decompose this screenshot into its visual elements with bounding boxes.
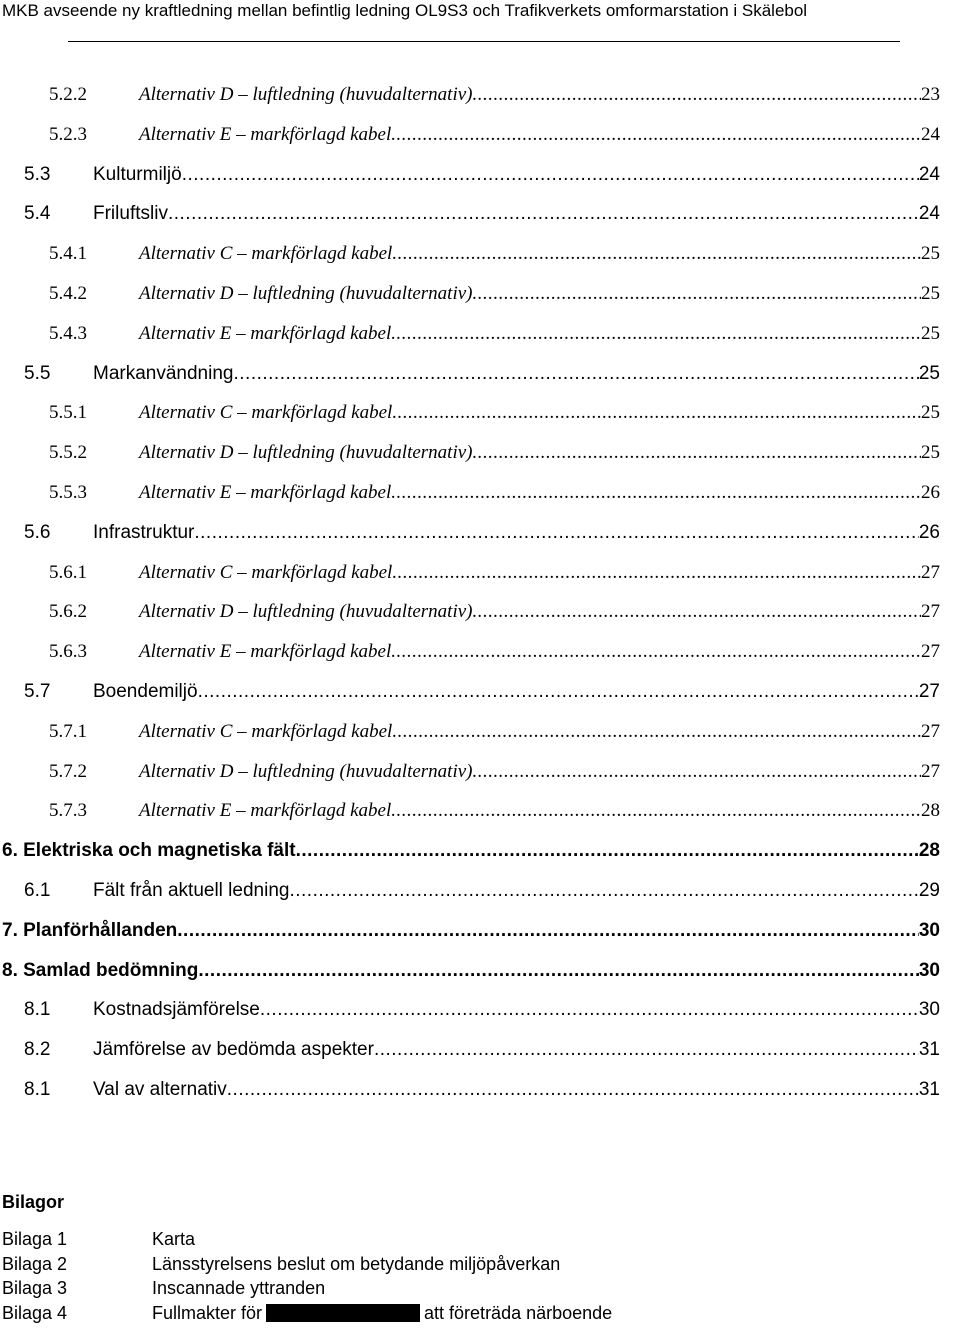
- toc-entry-page: 27: [921, 760, 940, 782]
- toc-entry[interactable]: [0, 322, 960, 346]
- toc-entry-title: 6. Elektriska och magnetiska fält: [2, 840, 296, 862]
- toc-entry-title: Kulturmiljö: [93, 163, 182, 185]
- bilaga-item: [0, 1253, 960, 1277]
- bilaga-item: [0, 1302, 960, 1326]
- toc-entry-title: Alternativ D – luftledning (huvudalternativ): [139, 283, 473, 304]
- bilaga-item: [0, 1277, 960, 1301]
- toc-entry-page: 24: [918, 163, 940, 185]
- toc-entry-title: Boendemiljö: [93, 681, 198, 702]
- toc-entry-page: 27: [921, 720, 940, 742]
- toc-dot-leader: [198, 959, 918, 983]
- toc-entry[interactable]: [0, 521, 960, 545]
- toc-dot-leader: [473, 441, 922, 465]
- bilaga-description: Fullmakter för: [152, 1302, 263, 1323]
- toc-entry-number: 5.5.3: [49, 482, 87, 503]
- toc-entry[interactable]: [0, 123, 960, 147]
- toc-entry[interactable]: [0, 282, 960, 306]
- toc-entry[interactable]: [0, 998, 960, 1022]
- toc-dot-leader: [296, 839, 919, 863]
- toc-entry[interactable]: [0, 1038, 960, 1062]
- toc-entry-page: 30: [918, 959, 940, 981]
- toc-entry[interactable]: [0, 561, 960, 585]
- toc-entry-number: 5.2.3: [49, 123, 87, 145]
- toc-entry-number: 5.6.2: [49, 601, 87, 623]
- toc-entry[interactable]: [0, 720, 960, 744]
- toc-dot-leader: [392, 401, 921, 425]
- toc-entry-title: Fält från aktuell ledning: [93, 880, 290, 901]
- toc-entry[interactable]: [0, 1078, 960, 1102]
- toc-entry-page: 25: [921, 283, 940, 304]
- bilaga-text: [152, 1228, 195, 1250]
- toc-entry-title: Alternativ E – markförlagd kabel: [139, 482, 392, 503]
- toc-entry-page: 30: [918, 999, 940, 1021]
- toc-entry-title: Alternativ C – markförlagd kabel: [139, 561, 393, 583]
- toc-entry-number: 5.4.1: [49, 243, 87, 265]
- toc-entry-page: 25: [921, 243, 940, 265]
- toc-entry[interactable]: [0, 600, 960, 624]
- toc-entry-number: 5.5: [24, 362, 51, 384]
- toc-entry-title: Alternativ E – markförlagd kabel: [139, 123, 392, 145]
- toc-dot-leader: [177, 919, 919, 943]
- document-header: MKB avseende ny kraftledning mellan befintlig ledning OL9S3 och Trafikverkets omformarstation i Skälebol: [2, 1, 808, 20]
- toc-dot-leader: [233, 362, 918, 386]
- bilaga-description: Karta: [152, 1229, 196, 1249]
- toc-dot-leader: [473, 83, 922, 107]
- toc-entry-title: Alternativ D – luftledning (huvudalternativ): [139, 84, 473, 105]
- toc-entry-title: Val av alternativ: [93, 1079, 227, 1100]
- toc-dot-leader: [194, 521, 918, 545]
- toc-entry[interactable]: [0, 760, 960, 784]
- toc-entry[interactable]: [0, 680, 960, 704]
- bilaga-number: Bilaga 3: [2, 1278, 68, 1298]
- toc-entry[interactable]: [0, 401, 960, 425]
- toc-dot-leader: [227, 1078, 919, 1102]
- toc-dot-leader: [473, 600, 922, 624]
- toc-entry-page: 29: [918, 880, 940, 901]
- toc-entry-title: Alternativ E – markförlagd kabel: [139, 800, 392, 822]
- toc-dot-leader: [198, 680, 919, 704]
- toc-entry-title: Alternativ C – markförlagd kabel: [139, 720, 393, 742]
- toc-entry-number: 5.7.2: [49, 760, 87, 782]
- bilaga-description-continued: att företräda närboende: [424, 1302, 613, 1323]
- toc-dot-leader: [260, 998, 919, 1022]
- toc-entry-title: Alternativ C – markförlagd kabel: [139, 402, 393, 424]
- toc-entry-page: 31: [918, 1039, 940, 1061]
- toc-dot-leader: [473, 760, 922, 784]
- toc-dot-leader: [391, 322, 921, 346]
- toc-entry-number: 5.7.3: [49, 800, 87, 822]
- toc-entry-number: 8.1: [24, 1079, 51, 1100]
- toc-entry-title: Alternativ D – luftledning (huvudalternativ): [139, 442, 473, 464]
- toc-entry-page: 28: [921, 800, 940, 822]
- toc-dot-leader: [289, 879, 918, 903]
- toc-entry-title: Kostnadsjämförelse: [93, 999, 260, 1021]
- toc-entry-page: 26: [921, 482, 940, 503]
- toc-entry[interactable]: [0, 362, 960, 386]
- toc-entry-number: 5.7.1: [49, 720, 87, 742]
- toc-entry[interactable]: [0, 202, 960, 226]
- toc-dot-leader: [168, 202, 919, 226]
- toc-entry-number: 5.6: [24, 521, 51, 543]
- toc-entry-page: 25: [921, 322, 940, 344]
- toc-entry-number: 5.6.1: [49, 561, 87, 583]
- toc-dot-leader: [374, 1038, 919, 1062]
- toc-entry-number: 8.1: [24, 999, 51, 1021]
- toc-entry-title: Alternativ C – markförlagd kabel: [139, 243, 393, 265]
- toc-entry-number: 5.4.3: [49, 322, 87, 344]
- toc-entry-number: 5.5.1: [49, 402, 87, 424]
- toc-entry-page: 24: [918, 203, 940, 225]
- toc-dot-leader: [473, 282, 922, 306]
- header-rule: [68, 41, 900, 42]
- bilagor-heading: Bilagor: [2, 1192, 65, 1212]
- bilaga-number: Bilaga 2: [2, 1253, 68, 1274]
- toc-entry-title: Infrastruktur: [93, 521, 195, 543]
- toc-entry[interactable]: [0, 242, 960, 266]
- toc-entry-page: 25: [921, 442, 940, 464]
- toc-entry-page: 25: [918, 362, 940, 384]
- toc-entry-page: 27: [921, 641, 940, 663]
- toc-entry-number: 5.3: [24, 163, 51, 185]
- redaction-bar: [266, 1304, 420, 1322]
- toc-dot-leader: [392, 561, 921, 585]
- toc-dot-leader: [391, 799, 921, 823]
- toc-entry-number: 5.6.3: [49, 641, 87, 663]
- toc-entry-page: 31: [918, 1079, 940, 1100]
- toc-entry-page: 24: [921, 123, 940, 145]
- toc-entry-number: 5.5.2: [49, 442, 87, 464]
- toc-dot-leader: [391, 640, 921, 664]
- toc-entry[interactable]: [0, 959, 960, 983]
- toc-dot-leader: [392, 720, 921, 744]
- toc-entry-page: 27: [921, 561, 940, 583]
- toc-entry-title: Alternativ D – luftledning (huvudalternativ): [139, 601, 473, 623]
- bilaga-number: Bilaga 4: [2, 1302, 68, 1323]
- toc-entry-page: 27: [921, 601, 940, 623]
- toc-entry[interactable]: [0, 163, 960, 187]
- toc-entry-number: 6.1: [24, 880, 51, 901]
- toc-entry-page: 23: [921, 84, 940, 105]
- toc-entry-number: 8.2: [24, 1039, 51, 1061]
- bilaga-description: Inscannade yttranden: [152, 1278, 326, 1298]
- toc-entry[interactable]: [0, 919, 960, 943]
- toc-entry-page: 25: [921, 402, 940, 424]
- toc-dot-leader: [391, 481, 921, 505]
- toc-entry[interactable]: [0, 640, 960, 664]
- bilaga-text: [152, 1302, 612, 1324]
- toc-entry-title: 7. Planförhållanden: [2, 919, 178, 941]
- toc-entry-title: 8. Samlad bedömning: [2, 959, 199, 981]
- toc-entry-title: Alternativ E – markförlagd kabel: [139, 641, 392, 663]
- toc-entry[interactable]: [0, 481, 960, 505]
- toc-dot-leader: [182, 163, 919, 187]
- toc-entry-title: Jämförelse av bedömda aspekter: [93, 1039, 374, 1061]
- toc-entry-title: Alternativ D – luftledning (huvudalternativ): [139, 760, 473, 782]
- bilaga-description: Länsstyrelsens beslut om betydande miljöpåverkan: [152, 1253, 561, 1274]
- toc-entry-page: 27: [918, 681, 940, 702]
- toc-entry[interactable]: [0, 83, 960, 107]
- toc-entry-page: 30: [918, 919, 940, 941]
- toc-entry-page: 28: [918, 840, 940, 862]
- toc-entry-number: 5.4.2: [49, 283, 87, 304]
- toc-dot-leader: [391, 123, 921, 147]
- toc-entry-page: 26: [918, 521, 940, 543]
- toc-entry[interactable]: [0, 799, 960, 823]
- bilaga-text: [152, 1253, 560, 1275]
- toc-entry[interactable]: [0, 441, 960, 465]
- bilaga-text: [152, 1277, 325, 1299]
- toc-entry-title: Friluftsliv: [93, 203, 168, 225]
- toc-entry[interactable]: [0, 879, 960, 903]
- toc-entry-title: Markanvändning: [93, 362, 234, 384]
- toc-entry[interactable]: [0, 839, 960, 863]
- bilaga-number: Bilaga 1: [2, 1229, 68, 1249]
- toc-dot-leader: [392, 242, 921, 266]
- bilaga-item: [0, 1228, 960, 1252]
- toc-entry-number: 5.4: [24, 203, 51, 225]
- toc-entry-number: 5.7: [24, 681, 51, 702]
- toc-entry-number: 5.2.2: [49, 84, 87, 105]
- toc-entry-title: Alternativ E – markförlagd kabel: [139, 322, 392, 344]
